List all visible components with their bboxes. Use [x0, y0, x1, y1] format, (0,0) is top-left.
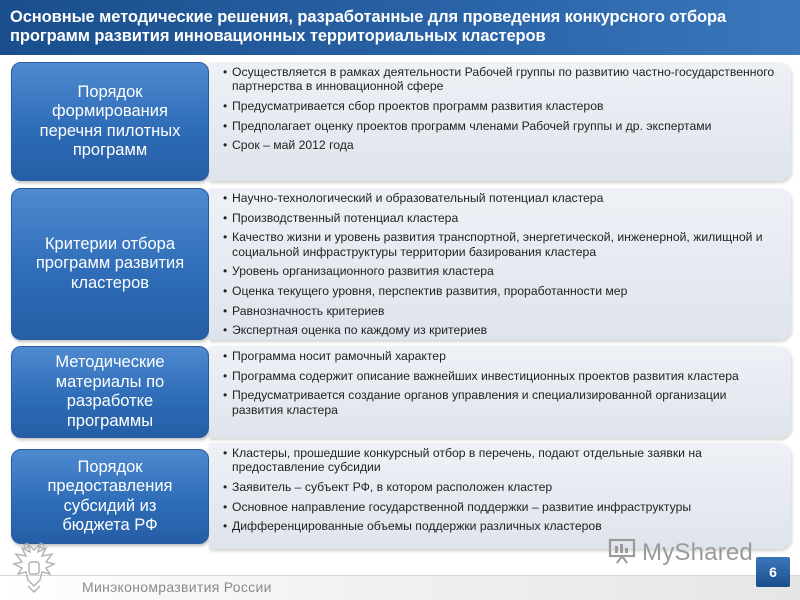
- section-label-pilot-programs: Порядок формирования перечня пилотных программ: [11, 62, 209, 181]
- ministry-name: Минэкономразвития России: [82, 579, 272, 595]
- section-box-selection-criteria: [209, 188, 791, 340]
- watermark: [608, 536, 753, 570]
- list-item: • Уровень организационного развития кластера: [223, 264, 781, 278]
- section-label-subsidies: Порядок предоставления субсидий из бюджета РФ: [11, 449, 209, 544]
- presentation-icon: [608, 537, 636, 570]
- list-item: • Программа носит рамочный характер: [223, 349, 781, 363]
- title-bar: [0, 0, 800, 55]
- list-item: • Предполагает оценку проектов программ членами Рабочей группы и др. экспертами: [223, 119, 781, 133]
- list-item: • Оценка текущего уровня, перспектив развития, проработанности мер: [223, 284, 781, 298]
- list-item: • Срок – май 2012 года: [223, 138, 781, 152]
- list-item: • Экспертная оценка по каждому из критериев: [223, 323, 781, 337]
- list-item: • Предусматривается сбор проектов программ развития кластеров: [223, 99, 781, 113]
- list-item: • Программа содержит описание важнейших инвестиционных проектов развития кластера: [223, 369, 781, 383]
- section-box-subsidies: [209, 443, 791, 549]
- list-item: • Заявитель – субъект РФ, в котором расположен кластер: [223, 480, 781, 494]
- watermark-text: MyShared: [642, 539, 753, 566]
- page-number: 6: [756, 557, 790, 587]
- list-item: • Производственный потенциал кластера: [223, 211, 781, 225]
- section-box-pilot-programs: [209, 62, 791, 181]
- section-label-selection-criteria: Критерии отбора программ развития кластеров: [11, 188, 209, 340]
- page-title: Основные методические решения, разработанные для проведения конкурсного отбора программ развития инновационных территориальных кластеров: [10, 8, 727, 45]
- list-item: • Основное направление государственной поддержки – развитие инфраструктуры: [223, 500, 781, 514]
- coat-of-arms-icon: [8, 540, 60, 596]
- list-item: • Равнозначность критериев: [223, 304, 781, 318]
- list-item: • Дифференцированные объемы поддержки различных кластеров: [223, 519, 781, 533]
- section-box-methodical-materials: [209, 346, 791, 438]
- list-item: • Предусматривается создание органов управления и специализированной организации развития кластера: [223, 388, 781, 416]
- section-label-methodical-materials: Методические материалы по разработке программы: [11, 346, 209, 438]
- list-item: • Качество жизни и уровень развития транспортной, энергетической, инженерной, жилищной и социальной инфраструктуры территории базирования кластера: [223, 230, 781, 258]
- list-item: • Кластеры, прошедшие конкурсный отбор в перечень, подают отдельные заявки на предоставление субсидии: [223, 446, 781, 474]
- list-item: • Осуществляется в рамках деятельности Рабочей группы по развитию частно-государственного партнерства в инновационной сфере: [223, 65, 781, 93]
- list-item: • Научно-технологический и образовательный потенциал кластера: [223, 191, 781, 205]
